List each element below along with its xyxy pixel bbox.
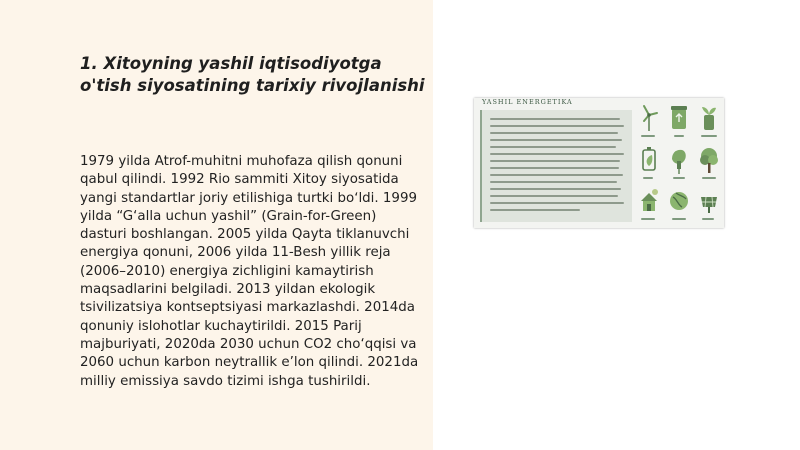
text-line xyxy=(490,132,618,134)
icon-caption xyxy=(701,135,717,137)
green-energy-illustration xyxy=(474,98,724,228)
text-line xyxy=(490,153,624,155)
text-line xyxy=(490,209,580,211)
illustration-text-block xyxy=(480,110,632,222)
text-line xyxy=(490,139,622,141)
plant-bottle-icon xyxy=(698,103,720,133)
wind-turbine-icon xyxy=(638,103,660,133)
text-line xyxy=(490,188,621,190)
solar-panel-icon xyxy=(698,187,720,215)
text-line xyxy=(490,195,618,197)
text-line xyxy=(490,167,619,169)
text-line xyxy=(490,125,624,127)
text-line xyxy=(490,202,624,204)
battery-leaf-icon xyxy=(638,145,660,175)
text-line xyxy=(490,160,620,162)
text-line xyxy=(490,174,623,176)
icon-caption xyxy=(673,177,685,179)
icon-caption xyxy=(641,135,655,137)
slide-title: 1. Xitoyning yashil iqtisodiyotga o'tish siyosatining tarixiy rivojlanishi xyxy=(80,54,425,95)
text-line xyxy=(490,146,616,148)
recycle-bin-icon xyxy=(668,103,690,133)
solar-house-icon xyxy=(638,187,660,215)
icon-caption xyxy=(643,177,653,179)
electric-plug-icon xyxy=(668,145,690,175)
slide-body-text: 1979 yilda Atrof-muhitni muhofaza qilish qonuni qabul qilindi. 1992 Rio sammiti Xitoy siyosatida yangi standartlar joriy etilishiga turtki boʻldi. 1999 yilda “G‘alla uchun yashil” (Grain-for-Green) dasturi boshlangan. 2005 yilda Qayta tiklanuvchi energiya qonuni, 2006 yilda 11-Besh yillik reja (2006–2010) energiya zichligini kamaytirish maqsadlarini belgiladi. 2013 yildan ekologik tsivilizatsiya kontseptsiyasi markazlashdi. 2014da qonuniy islohotlar kuchaytirildi. 2015 Parij majburiyati, 2020da 2030 uchun CO2 cho‘qqisi va 2060 uchun karbon neytrallik e’lon qilindi. 2021da milliy emissiya savdo tizimi ishga tushirildi. xyxy=(80,154,419,389)
text-line xyxy=(490,118,620,120)
icon-caption xyxy=(672,218,686,220)
icon-caption xyxy=(674,135,684,137)
icon-caption xyxy=(702,177,716,179)
tree-icon xyxy=(698,145,720,175)
icon-caption xyxy=(641,218,655,220)
leaf-globe-icon xyxy=(668,187,690,215)
illustration-header: YASHIL ENERGETIKA xyxy=(482,98,573,106)
icon-caption xyxy=(702,218,714,220)
text-line xyxy=(490,181,617,183)
energy-icon-grid xyxy=(636,103,722,223)
